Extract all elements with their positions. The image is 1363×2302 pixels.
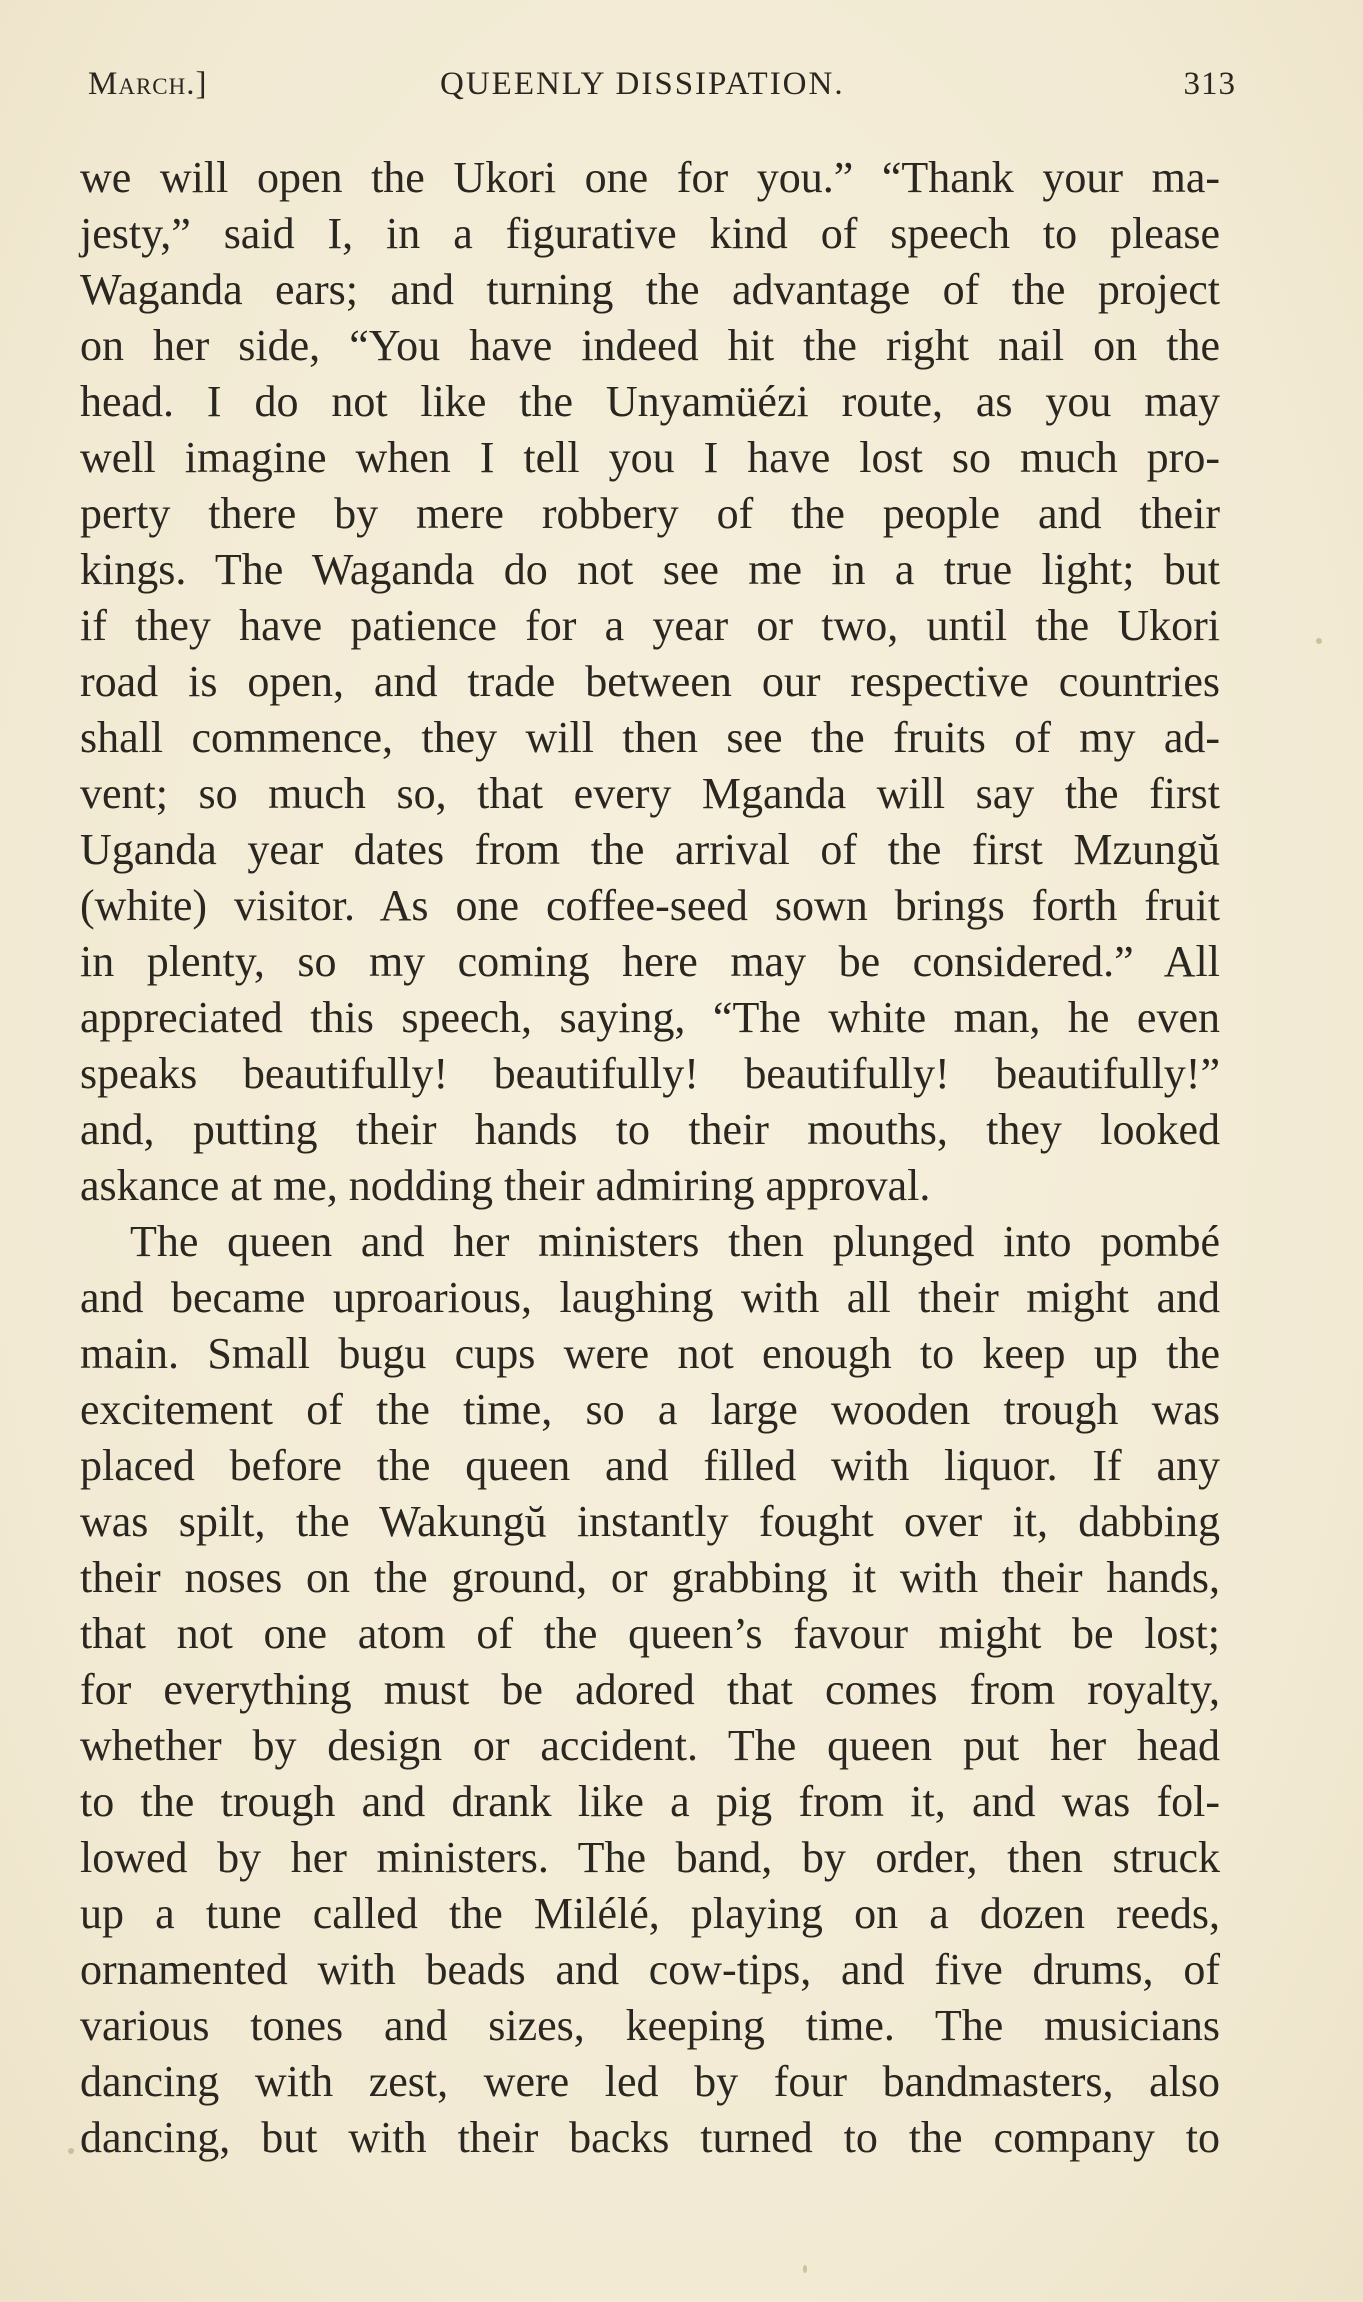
running-head [80,66,1236,114]
text-line: road is open, and trade between our respective countries [80,657,1220,706]
text-line: excitement of the time, so a large wooden trough was [80,1385,1220,1434]
text-line: ornamented with beads and cow-tips, and five drums, of [80,1945,1220,1994]
text-line: various tones and sizes, keeping time. The musicians [80,2001,1220,2050]
paper-speck [68,2148,74,2154]
text-line: dancing with zest, were led by four bandmasters, also [80,2057,1220,2106]
page-number: 313 [1183,66,1236,102]
text-line-paragraph-end: askance at me, nodding their admiring approval. [80,1161,931,1210]
text-line: placed before the queen and filled with liquor. If any [80,1441,1220,1490]
text-line: if they have patience for a year or two, until the Ukori [80,601,1220,650]
text-line: dancing, but with their backs turned to the company to [80,2113,1220,2162]
text-line: and, putting their hands to their mouths, they looked [80,1105,1220,1154]
text-line: lowed by her ministers. The band, by order, then struck [80,1833,1220,1882]
text-line-paragraph-start: The queen and her ministers then plunged into pombé [130,1217,1220,1266]
text-line: head. I do not like the Unyamüézi route, as you may [80,377,1220,426]
text-line: and became uproarious, laughing with all their might and [80,1273,1220,1322]
text-line: their noses on the ground, or grabbing it with their hands, [80,1553,1220,1602]
text-line: appreciated this speech, saying, “The white man, he even [80,993,1220,1042]
paper-speck [1316,638,1322,644]
text-line: kings. The Waganda do not see me in a true light; but [80,545,1220,594]
text-line: on her side, “You have indeed hit the right nail on the [80,321,1220,370]
text-line: well imagine when I tell you I have lost so much pro- [80,433,1220,482]
running-head-chapter: March.] [88,66,208,102]
text-line: Uganda year dates from the arrival of the first Mzungŭ [80,825,1220,874]
text-line: shall commence, they will then see the fruits of my ad- [80,713,1220,762]
text-line: jesty,” said I, in a figurative kind of speech to please [80,209,1220,258]
text-line: (white) visitor. As one coffee-seed sown brings forth fruit [80,881,1220,930]
text-line: to the trough and drank like a pig from it, and was fol- [80,1777,1220,1826]
running-head-title: QUEENLY DISSIPATION. [440,66,845,102]
text-line: for everything must be adored that comes from royalty, [80,1665,1220,1714]
text-line: was spilt, the Wakungŭ instantly fought over it, dabbing [80,1497,1220,1546]
body-text [80,150,1220,2166]
text-line: main. Small bugu cups were not enough to keep up the [80,1329,1220,1378]
text-line: we will open the Ukori one for you.” “Thank your ma- [80,153,1220,202]
text-line: perty there by mere robbery of the people and their [80,489,1220,538]
text-line: that not one atom of the queen’s favour might be lost; [80,1609,1220,1658]
paper-speck [803,2265,807,2273]
text-line: vent; so much so, that every Mganda will say the first [80,769,1220,818]
text-line: in plenty, so my coming here may be considered.” All [80,937,1220,986]
text-line: speaks beautifully! beautifully! beautifully! beautifully!” [80,1049,1220,1098]
text-line: whether by design or accident. The queen put her head [80,1721,1220,1770]
text-line: up a tune called the Milélé, playing on a dozen reeds, [80,1889,1220,1938]
text-line: Waganda ears; and turning the advantage of the project [80,265,1220,314]
